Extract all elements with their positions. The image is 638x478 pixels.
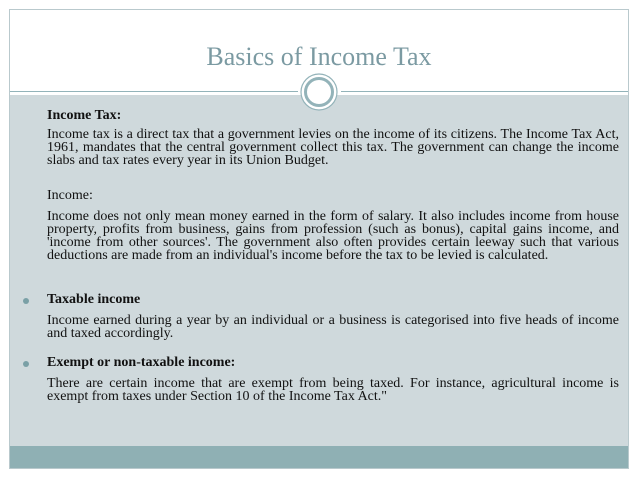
- section-heading: Income:: [47, 188, 93, 203]
- section-taxable-income: [47, 292, 619, 340]
- bullet-taxable-income: [23, 298, 29, 304]
- section-income: [47, 188, 619, 262]
- slide-title: Basics of Income Tax: [206, 42, 432, 71]
- section-body: Income tax is a direct tax that a government levies on the income of its citizens. The Income Tax Act, 1961, mandates that the central government collect this tax. The government can change the income slabs and tax rates every year in its Union Budget.: [47, 127, 619, 168]
- bullet-exempt-income: [23, 361, 29, 367]
- section-heading: Income Tax:: [47, 108, 122, 123]
- circle-ornament-icon: [300, 73, 338, 111]
- section-body: Income does not only mean money earned in the form of salary. It also includes income from house property, profits from business, gains from profession (such as bonus), capital gains income, and 'income from other sources'. The government also often provides certain leeway such that various deductions are made from an individual's income before the tax to be levied is calculated.: [47, 209, 619, 263]
- section-income-tax: [47, 108, 619, 167]
- section-body: Income earned during a year by an individual or a business is categorised into five heads of income and taxed accordingly.: [47, 313, 619, 341]
- title-divider-left: [10, 91, 298, 92]
- footer-band: [10, 446, 628, 468]
- section-exempt-income: [47, 355, 619, 403]
- content-area: [10, 95, 628, 446]
- section-body: There are certain income that are exempt from being taxed. For instance, agricultural income is exempt from taxes under Section 10 of the Income Tax Act.": [47, 376, 619, 404]
- section-heading: Taxable income: [47, 292, 141, 307]
- section-heading: Exempt or non-taxable income:: [47, 355, 236, 370]
- title-divider-right: [341, 91, 628, 92]
